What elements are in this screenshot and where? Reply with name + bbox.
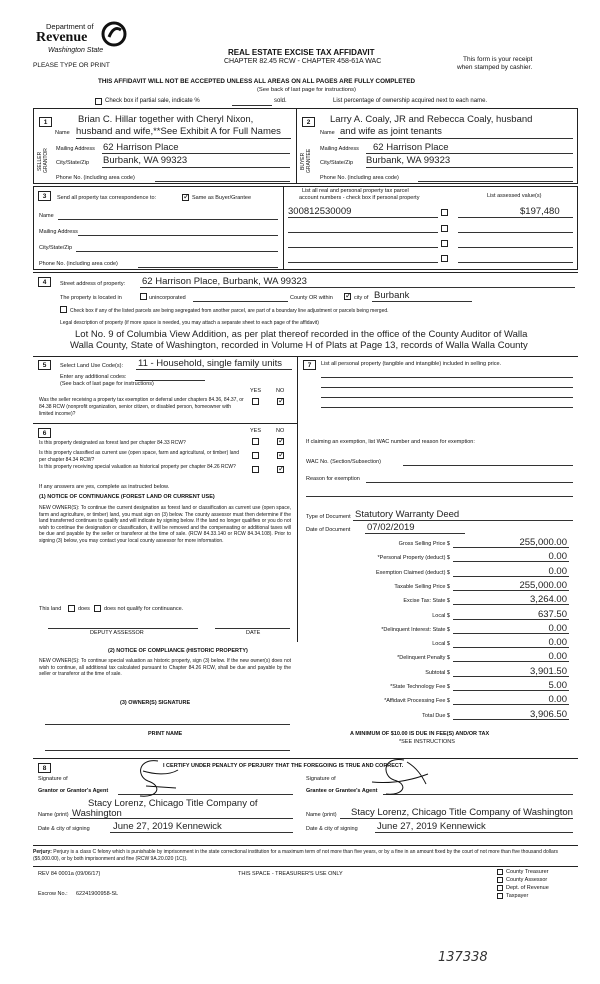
grantee-date-city-label: Date & city of signing (306, 826, 358, 832)
perjury-label: Perjury: (33, 849, 52, 855)
copy-checkbox[interactable] (497, 893, 503, 899)
legal-description-line2: Walla County, State of Washington, recorded in Volume H of Plats at Page 13, records of Walla Walla County (70, 340, 528, 351)
date-label: DATE (246, 630, 261, 636)
tax-row-value: 5.00 (548, 680, 567, 691)
personal-property-checkbox-3[interactable] (441, 240, 448, 247)
grantor-agent-label: Grantor or Grantor's Agent (38, 788, 109, 794)
tax-row-label: Taxable Selling Price $ (394, 583, 450, 590)
section6-no: NO (276, 428, 285, 434)
copy-label: County Treasurer (506, 869, 549, 875)
grantor-date-city: June 27, 2019 Kennewick (113, 821, 222, 832)
notice-compliance-body: NEW OWNER(S): To continue special valuation as historic property, sign (3) below. If the new owner(s) does not wish to continue, all additional tax calculated pursuant to Chapter 84.26 RCW, shall be due and payable by the seller or transferor at the time of sale. (39, 658, 291, 678)
buyer-mailing-value: 62 Harrison Place (373, 142, 449, 153)
corr-name-label: Name (39, 213, 54, 219)
tax-row-label: Gross Selling Price $ (398, 541, 450, 547)
land-use-label: Select Land Use Code(s): (60, 363, 123, 369)
seller-mailing-value: 62 Harrison Place (103, 142, 179, 153)
tax-row-label: Subtotal $ (425, 669, 450, 676)
ownership-note: List percentage of ownership acquired next to each name. (333, 98, 488, 104)
tax-row-value: 3,906.50 (530, 708, 567, 720)
buyer-city-label: City/State/Zip (320, 160, 354, 166)
personal-property-checkbox-1[interactable] (441, 209, 448, 216)
form-subtitle: CHAPTER 82.45 RCW - CHAPTER 458-61A WAC (224, 58, 382, 65)
forest-yes-checkbox[interactable] (252, 438, 259, 445)
grantor-signature-scribble (118, 756, 188, 801)
tax-row-value: 0.00 (548, 637, 567, 649)
receipt-note-2: when stamped by cashier. (457, 64, 533, 71)
land-use-value: 11 - Household, single family units (138, 358, 282, 369)
current-use-yes-checkbox[interactable] (252, 452, 259, 459)
section-1-number: 1 (39, 117, 52, 127)
tax-row-value: 255,000.00 (519, 579, 567, 591)
grantee-name: Stacy Lorenz, Chicago Title Company of Washington (351, 807, 573, 818)
revenue-text: Revenue (36, 30, 88, 45)
street-address-value: 62 Harrison Place, Burbank, WA 99323 (142, 276, 307, 287)
buyer-phone-label: Phone No. (including area code) (320, 175, 399, 181)
signature-of-grantor-label: Signature of (38, 776, 68, 782)
personal-property-list-label: List all personal property (tangible and intangible) included in selling price. (321, 361, 502, 367)
located-in-label: The property is located in (60, 295, 122, 301)
street-address-label: Street address of property: (60, 281, 126, 287)
historic-yes-checkbox[interactable] (252, 466, 259, 473)
grantee-date-city: June 27, 2019 Kennewick (377, 821, 486, 832)
exemption-wac-label: If claiming an exemption, list WAC number and reason for exemption: (306, 439, 475, 445)
seller-name-label: Name (55, 130, 70, 136)
copy-checkbox[interactable] (497, 877, 503, 883)
buyer-name-line1: Larry A. Coaly, JR and Rebecca Coaly, husband (330, 114, 533, 125)
tax-row-label: Local $ (432, 641, 450, 648)
section5-no: NO (276, 388, 285, 394)
partial-sale-checkbox[interactable] (95, 98, 102, 105)
section5-yes: YES (250, 388, 262, 394)
same-as-buyer-checkbox[interactable] (182, 194, 189, 201)
tax-row-label: *Personal Property (deduct) $ (377, 555, 450, 562)
type-doc-label: Type of Document (306, 514, 351, 520)
tax-row-value: 637.50 (537, 608, 567, 620)
certify-statement: I CERTIFY UNDER PENALTY OF PERJURY THAT THE FOREGOING IS TRUE AND CORRECT. (163, 763, 404, 769)
owner-signature-label: (3) OWNER(S) SIGNATURE (120, 700, 191, 706)
corr-phone-label: Phone No. (including area code) (39, 261, 118, 267)
assessed-header: List assessed value(s) (487, 193, 542, 199)
tax-row-label: *Delinquent Penalty $ (397, 655, 450, 662)
buyer-name-line2: and wife as joint tenants (340, 126, 442, 137)
minimum-fee-note: A MINIMUM OF $10.00 IS DUE IN FEE(S) AND/OR TAX (350, 731, 490, 737)
unincorporated-checkbox[interactable] (140, 293, 147, 300)
grantee-signature-scribble (362, 754, 432, 799)
does-label: does (78, 606, 90, 612)
segregated-checkbox[interactable] (60, 306, 67, 313)
city-of-value: Burbank (374, 290, 410, 301)
section-5-number: 5 (38, 360, 51, 370)
buyer-city-value: Burbank, WA 99323 (366, 155, 451, 166)
section-4-number: 4 (38, 277, 51, 287)
parcel-header-1: List all real and personal property tax parcel (302, 188, 409, 194)
sold-label: sold. (274, 98, 287, 104)
historic-question: Is this property receiving special valuation as historical property per chapter 84.26 RCW? (39, 464, 236, 470)
tax-row-value: 0.00 (548, 565, 567, 577)
buyer-mailing-label: Mailing Address (320, 146, 359, 152)
tax-row-value: 0.00 (548, 651, 567, 663)
dor-emblem-icon (101, 21, 127, 47)
grantor-date-city-label: Date & city of signing (38, 826, 90, 832)
section-2-number: 2 (302, 117, 315, 127)
seller-city-value: Burbank, WA 99323 (103, 155, 188, 166)
tax-row-label: Total Due $ (422, 712, 450, 719)
tax-row-label: *Affidavit Processing Fee $ (384, 698, 450, 705)
copy-label: Taxpayer (506, 893, 529, 899)
assessed-value-1: $197,480 (520, 206, 560, 217)
escrow-number: 62241900958-SL (76, 891, 119, 897)
exemption-yes-checkbox[interactable] (252, 398, 259, 405)
copy-checkbox[interactable] (497, 885, 503, 891)
parcel-number-1: 300812530009 (288, 206, 352, 217)
tax-row-value: 3,264.00 (530, 594, 567, 606)
county-or-within-label: County OR within (290, 295, 333, 301)
see-instructions-note: *SEE INSTRUCTIONS (399, 739, 455, 745)
tax-row-value: 0.00 (548, 622, 567, 634)
legal-description-label: Legal description of property (if more space is needed, you may attach a separate sheet to each page of the affidavit) (60, 320, 319, 326)
buyer-side-label: BUYER GRANTEE (300, 148, 312, 174)
form-title: REAL ESTATE EXCISE TAX AFFIDAVIT (228, 48, 375, 57)
type-print-note: PLEASE TYPE OR PRINT (33, 62, 110, 69)
notice-compliance-title: (2) NOTICE OF COMPLIANCE (HISTORIC PROPERTY) (108, 648, 248, 654)
exemption-question: Was the seller receiving a property tax exemption or deferral under chapters 84.36, 84.37, or 84.38 RCW (nonprofit organization, senior citizen, or disabled person, homeowner with limited income)? (39, 397, 244, 417)
tax-row-label: *State Technology Fee $ (390, 684, 450, 690)
perjury-notice (33, 849, 578, 862)
date-doc-value: 07/02/2019 (367, 522, 415, 533)
notice-continuance-title: (1) NOTICE OF CONTINUANCE (FOREST LAND OR CURRENT USE) (39, 494, 215, 500)
does-checkbox[interactable] (68, 605, 75, 612)
city-of-checkbox[interactable] (344, 293, 351, 300)
exemption-no-checkbox[interactable] (277, 398, 284, 405)
copy-label: Dept. of Revenue (506, 885, 549, 891)
copy-checkbox[interactable] (497, 869, 503, 875)
section-7-number: 7 (303, 360, 316, 370)
forest-land-question: Is this property designated as forest land per chapter 84.33 RCW? (39, 440, 186, 446)
receipt-note-1: This form is your receipt (463, 56, 533, 63)
segregated-note: Check box if any of the listed parcels are being segregated from another parcel, are part of a boundary line adjustment or parcels being merged. (70, 308, 389, 314)
section-6-number: 6 (38, 428, 51, 438)
seller-phone-label: Phone No. (including area code) (56, 175, 135, 181)
see-back-note: (See back of last page for instructions) (257, 87, 356, 93)
tax-row-label: Local $ (432, 612, 450, 619)
corr-mailing-label: Mailing Address (39, 229, 78, 235)
legal-description-line1: Lot No. 9 of Columbia View Addition, as per plat thereof recorded in the office of the County Auditor of Walla (75, 329, 528, 340)
date-doc-label: Date of Document (306, 527, 351, 533)
tax-row-value: 255,000.00 (519, 537, 567, 548)
escrow-label: Escrow No.: (38, 891, 68, 897)
washington-state-text: Washington State (48, 47, 104, 54)
additional-codes-label: Enter any additional codes: (60, 374, 127, 380)
wac-no-label: WAC No. (Section/Subsection) (306, 459, 381, 465)
seller-mailing-label: Mailing Address (56, 146, 95, 152)
type-doc-value: Statutory Warranty Deed (355, 509, 460, 520)
city-of-label: city of (354, 295, 369, 301)
partial-sale-label: Check box if partial sale, indicate % (105, 98, 200, 104)
seller-side-label: SELLER GRANTOR (37, 148, 49, 174)
treasurer-use-only: THIS SPACE - TREASURER'S USE ONLY (238, 871, 343, 877)
any-yes-note: If any answers are yes, complete as instructed below. (39, 484, 170, 490)
additional-codes-see-back: (See back of last page for instructions) (60, 381, 154, 387)
this-land-label: This land (39, 606, 62, 612)
tax-row-value: 3,901.50 (530, 665, 567, 677)
signature-of-grantee-label: Signature of (306, 776, 336, 782)
current-use-no-checkbox[interactable] (277, 452, 284, 459)
copy-label: County Assessor (506, 877, 548, 883)
tax-row-value: 0.00 (548, 694, 567, 706)
tax-row-value: 0.00 (548, 551, 567, 563)
personal-property-checkbox-2[interactable] (441, 225, 448, 232)
rev-number: REV 84 0001a (09/06/17) (38, 871, 101, 877)
tax-row-label: Excise Tax: State $ (403, 598, 450, 605)
reason-exemption-label: Reason for exemption (306, 476, 360, 482)
does-not-label: does not qualify for continuance. (104, 606, 184, 612)
tax-row-label: Exemption Claimed (deduct) $ (376, 569, 450, 576)
unincorporated-label: unincorporated (149, 295, 186, 301)
personal-property-checkbox-4[interactable] (441, 255, 448, 262)
grantor-name-line1: Stacy Lorenz, Chicago Title Company of (88, 798, 258, 809)
grantor-name-line2: Washington (72, 808, 122, 819)
dept-of-text: Department of (46, 22, 94, 31)
warning-text: THIS AFFIDAVIT WILL NOT BE ACCEPTED UNLESS ALL AREAS ON ALL PAGES ARE FULLY COMPLETED (98, 78, 416, 85)
print-name-label: PRINT NAME (148, 731, 183, 737)
forest-no-checkbox[interactable] (277, 438, 284, 445)
does-not-checkbox[interactable] (94, 605, 101, 612)
grantee-name-print-label: Name (print) (306, 812, 337, 818)
deputy-assessor-label: DEPUTY ASSESSOR (90, 630, 144, 636)
same-as-buyer-label: Same as Buyer/Grantee (192, 195, 252, 201)
grantor-name-print-label: Name (print) (38, 812, 69, 818)
seller-name-line2: husband and wife,**See Exhibit A for Full Names (76, 126, 281, 137)
grantee-agent-label: Grantee or Grantee's Agent (306, 788, 378, 794)
current-use-question: Is this property classified as current use (open space, farm and agricultural, or timber) land per chapter 84.34 RCW? (39, 450, 240, 463)
handwritten-file-number: 137338 (438, 950, 488, 965)
notice-continuance-body: NEW OWNER(S): To continue the current designation as forest land or classification as current use (open space, farm and agriculture, or timber) land, you must sign on (3) below. The county assessor must then determine if the land transferred continues to qualify and will indicate by signing below. If the land no longer qualifies or you do not wish to continue the designation or classification, it will be removed and the compensating or additional taxes will be due and payable by the seller or transferor at the time of sale. (RCW 84.33.140 or RCW 84.34.108). Prior to signing (3) below, you may contact your local county assessor for more information. (39, 505, 291, 544)
seller-name-line1: Brian C. Hillar together with Cheryl Nixon, (78, 114, 254, 125)
historic-no-checkbox[interactable] (277, 466, 284, 473)
parcel-header-2: account numbers - check box if personal property (299, 195, 420, 201)
buyer-name-label: Name (320, 130, 335, 136)
section-3-number: 3 (38, 191, 51, 201)
section6-yes: YES (250, 428, 262, 434)
seller-city-label: City/State/Zip (56, 160, 90, 166)
send-correspondence-label: Send all property tax correspondence to: (57, 195, 157, 201)
perjury-text: Perjury is a class C felony which is punishable by imprisonment in the state correctional institution for a maximum term of not more than five years, or by a fine in an amount fixed by the court of not more than five thousand dollars ($5,000.00), or by both imprisonment and fine (RCW 9A.20.020 (1C)). (33, 849, 558, 862)
section-8-number: 8 (38, 763, 51, 773)
tax-row-label: *Delinquent Interest: State $ (381, 626, 450, 633)
dor-logo (38, 20, 133, 60)
corr-city-label: City/State/Zip (39, 245, 73, 251)
